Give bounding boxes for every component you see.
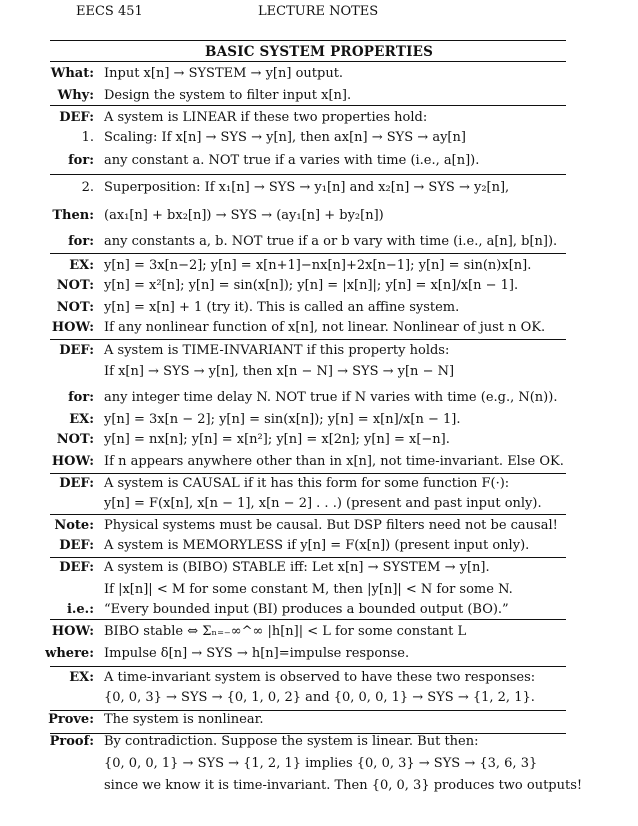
row-text: y[n] = 3x[n − 2]; y[n] = sin(x[n]); y[n] = x[n]/x[n − 1]. [104, 412, 461, 427]
row-text: any integer time delay N. NOT true if N varies with time (e.g., N(n)). [104, 390, 558, 405]
row-text: {0, 0, 0, 1} → SYS → {1, 2, 1} implies {0, 0, 3} → SYS → {3, 6, 3} [104, 756, 538, 771]
page-title: BASIC SYSTEM PROPERTIES [204, 44, 434, 60]
section-rule [50, 339, 566, 340]
row-label: EX: [69, 670, 94, 685]
header-rule [50, 40, 566, 41]
row-text: y[n] = x²[n]; y[n] = sin(x[n]); y[n] = |x[n]|; y[n] = x[n]/x[n − 1]. [104, 278, 519, 293]
row-label: EX: [69, 412, 94, 427]
row-text: A system is MEMORYLESS if y[n] = F(x[n]) (present input only). [104, 538, 530, 553]
row-label: EX: [69, 258, 94, 273]
row-text: BIBO stable ⇔ Σₙ₌₋∞^∞ |h[n]| < L for some constant L [104, 624, 467, 639]
row-text: A system is (BIBO) STABLE iff: Let x[n] → SYSTEM → y[n]. [104, 560, 490, 575]
row-text: If |x[n]| < M for some constant M, then |y[n]| < N for some N. [104, 582, 513, 597]
row-text: Input x[n] → SYSTEM → y[n] output. [104, 66, 344, 81]
row-text: If x[n] → SYS → y[n], then x[n − N] → SYS → y[n − N] [104, 364, 455, 379]
row-text: y[n] = 3x[n−2]; y[n] = x[n+1]−nx[n]+2x[n−1]; y[n] = sin(n)x[n]. [104, 258, 532, 273]
row-label: DEF: [59, 538, 94, 553]
row-label: HOW: [51, 320, 94, 335]
section-rule [50, 253, 566, 254]
section-rule [50, 473, 566, 474]
row-label: where: [45, 646, 94, 661]
row-text: y[n] = nx[n]; y[n] = x[n²]; y[n] = x[2n]; y[n] = x[−n]. [104, 432, 450, 447]
row-text: Superposition: If x₁[n] → SYS → y₁[n] and x₂[n] → SYS → y₂[n], [104, 180, 510, 195]
row-label: DEF: [59, 476, 94, 491]
row-label: Then: [52, 208, 94, 223]
row-text: y[n] = F(x[n], x[n − 1], x[n − 2] . . .) (present and past input only). [104, 496, 542, 511]
row-text: Design the system to filter input x[n]. [104, 88, 352, 103]
section-rule [50, 557, 566, 558]
row-text: {0, 0, 3} → SYS → {0, 1, 0, 2} and {0, 0, 0, 1} → SYS → {1, 2, 1}. [104, 690, 535, 705]
course-code: EECS 451 [76, 4, 143, 19]
row-text: A system is CAUSAL if it has this form for some function F(·): [104, 476, 510, 491]
row-label: Proof: [49, 734, 94, 749]
row-label: DEF: [59, 343, 94, 358]
section-rule [50, 105, 566, 106]
row-label: NOT: [56, 300, 94, 315]
row-label: Note: [54, 518, 94, 533]
title-rule [50, 61, 566, 62]
row-text: any constants a, b. NOT true if a or b vary with time (i.e., a[n], b[n]). [104, 234, 558, 249]
row-label: DEF: [59, 110, 94, 125]
row-label: 2. [81, 180, 94, 195]
header-title: LECTURE NOTES [258, 4, 379, 19]
row-text: any constant a. NOT true if a varies with time (i.e., a[n]). [104, 153, 480, 168]
row-label: DEF: [59, 560, 94, 575]
section-rule [50, 514, 566, 515]
row-label: NOT: [56, 432, 94, 447]
row-label: HOW: [51, 624, 94, 639]
section-rule [50, 710, 566, 711]
row-label: for: [68, 234, 94, 249]
row-text: A time-invariant system is observed to have these two responses: [104, 670, 536, 685]
row-text: A system is TIME-INVARIANT if this property holds: [104, 343, 450, 358]
row-label: 1. [81, 130, 94, 145]
section-rule [50, 733, 566, 734]
row-label: for: [68, 153, 94, 168]
row-label: Prove: [48, 712, 94, 727]
row-label: HOW: [51, 454, 94, 469]
row-text: A system is LINEAR if these two properties hold: [104, 110, 428, 125]
row-text: Scaling: If x[n] → SYS → y[n], then ax[n] → SYS → ay[n] [104, 130, 466, 145]
row-text: (ax₁[n] + bx₂[n]) → SYS → (ay₁[n] + by₂[n]) [104, 208, 384, 223]
row-label: What: [50, 66, 94, 81]
row-label: i.e.: [66, 602, 94, 617]
row-text: Physical systems must be causal. But DSP filters need not be causal! [104, 518, 558, 533]
section-rule [50, 619, 566, 620]
row-text: y[n] = x[n] + 1 (try it). This is called an affine system. [104, 300, 460, 315]
row-label: Why: [57, 88, 94, 103]
row-text: If n appears anywhere other than in x[n], not time-invariant. Else OK. [104, 454, 564, 469]
row-text: If any nonlinear function of x[n], not linear. Nonlinear of just n OK. [104, 320, 546, 335]
row-text: The system is nonlinear. [104, 712, 264, 727]
row-text: since we know it is time-invariant. Then {0, 0, 3} produces two outputs! [104, 778, 583, 793]
row-text: By contradiction. Suppose the system is linear. But then: [104, 734, 479, 749]
row-text: Impulse δ[n] → SYS → h[n]=impulse response. [104, 646, 410, 661]
row-label: NOT: [56, 278, 94, 293]
section-rule [50, 666, 566, 667]
row-text: “Every bounded input (BI) produces a bounded output (BO).” [104, 602, 509, 617]
section-rule [50, 174, 566, 175]
page-header [0, 0, 638, 22]
row-label: for: [68, 390, 94, 405]
